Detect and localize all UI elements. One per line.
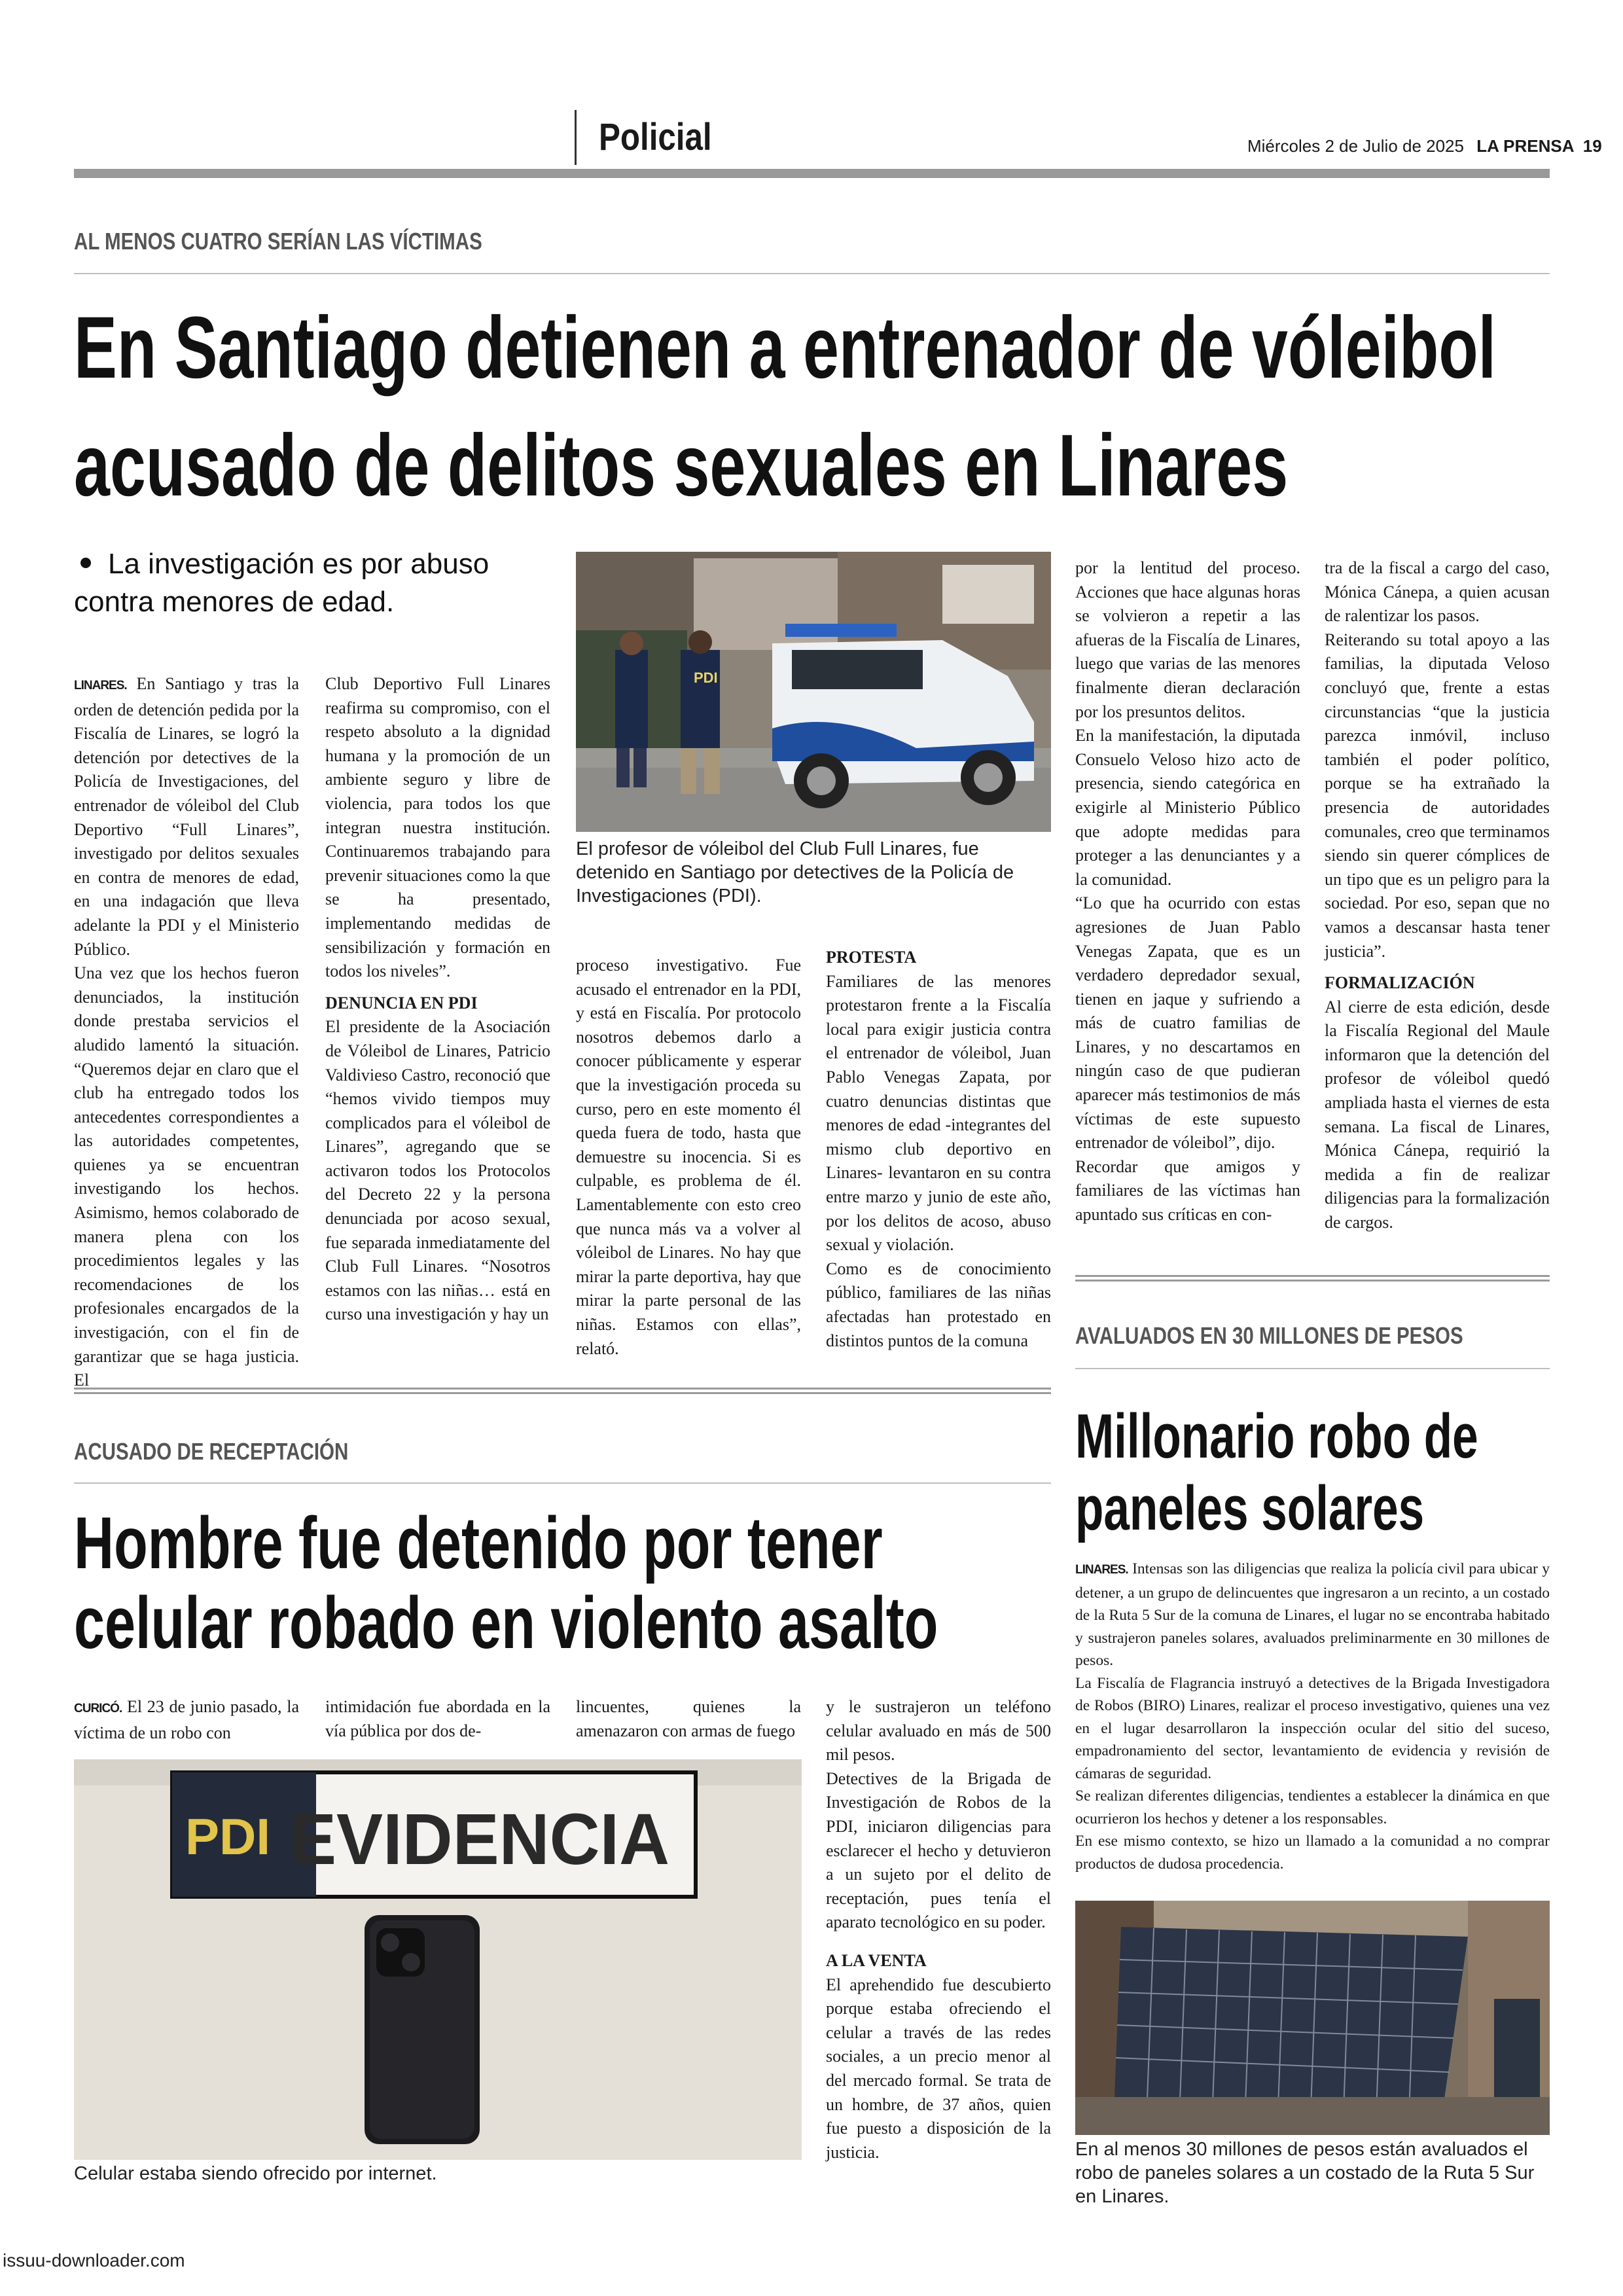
article3-title-line2: paneles solares — [1075, 1473, 1425, 1543]
bullet-line2: contra menores de edad. — [74, 586, 395, 618]
article1-col2-heading: DENUNCIA EN PDI — [325, 993, 478, 1013]
article1-column-6 — [1325, 556, 1550, 1235]
article1-col4b-text: Como es de conocimiento público, familiares de las niñas afectadas han protestado en distintos puntos de la comuna — [826, 1259, 1051, 1350]
article3-p4-text: En ese mismo contexto, se hizo un llamado a la comunidad a no comprar productos de dudosa procedencia. — [1075, 1833, 1550, 1873]
evidence-label-text: EVIDENCIA — [290, 1799, 669, 1880]
article1-col6-heading: FORMALIZACIÓN — [1325, 973, 1475, 993]
evidence-scene-image — [74, 1759, 802, 2160]
article1-col6-text: tra de la fiscal a cargo del caso, Mónica Cánepa, a quien acusan de ralentizar los pasos. — [1325, 558, 1550, 626]
article1-column-2 — [325, 672, 550, 1327]
article2-top-rule — [74, 1388, 1051, 1394]
article1-col5-text: por la lentitud del proceso. Acciones que hace algunas horas se volvieron a repetir a las afueras de la Fiscalía de Linares, luego que varias de las menores finalmente dieran declaración por los presuntos delitos. — [1075, 558, 1300, 721]
article2-col4c-text: El aprehendido fue descubierto porque estaba ofreciendo el celular a través de las redes sociales, a un precio menor al del mercado formal. Se trata de un hombre, de 37 años, quien fue puesto a disposición de la justicia. — [826, 1975, 1051, 2162]
article3-p3-text: Se realizan diferentes diligencias, tendientes a establecer la dinámica en que ocurrieron los hechos y detener a los responsables. — [1075, 1787, 1550, 1827]
article3-photo-caption: En al menos 30 millones de pesos están avaluados el robo de paneles solares a un costado de la Ruta 5 Sur en Linares. — [1075, 2139, 1535, 2207]
article2-col4-heading: A LA VENTA — [826, 1950, 927, 1970]
article2-title-line2: celular robado en violento asalto — [74, 1582, 938, 1664]
header-date — [1247, 136, 1602, 156]
article1-col6c-text: Al cierre de esta edición, desde la Fiscalía Regional del Maule informaron que la detención del profesor de vóleibol quedó ampliada hasta el viernes de esta semana. La fiscal de Linares, Mónica Cánepa, requirió la medida a fin de realizar diligencias para la formalización de cargos. — [1325, 997, 1550, 1232]
article2-col4-text: y le sustrajeron un teléfono celular avaluado en más de 500 mil pesos. — [826, 1697, 1051, 1765]
article3-kicker: AVALUADOS EN 30 MILLONES DE PESOS — [1075, 1322, 1463, 1349]
article1-col4-text: Familiares de las menores protestaron frente a la Fiscalía local para exigir justicia contra el entrenador de vóleibol, Juan Pablo Venegas Zapata, por cuatro denuncias distintas que menores de edad -integrantes del mismo club deportivo en Linares- levantaron en su contra entre marzo y junio de este año, por los delitos de acoso, abuso sexual y violación. — [826, 971, 1051, 1255]
article1-col5c-text: “Lo que ha ocurrido con estas agresiones de Juan Pablo Venegas Zapata, que es un verdadero depredador sexual, tienen en jaque y sufriendo a más de cuatro familias de Linares, y no descartamos en ningún caso de que pudieran aparecer más testimonios de más víctimas de este supuesto entrenador de vóleibol”, dijo. — [1075, 893, 1300, 1153]
article2-title-line1: Hombre fue detenido por tener — [74, 1502, 883, 1584]
article2-col4b-text: Detectives de la Brigada de Investigación de Robos de la PDI, iniciaron diligencias para esclarecer el hecho y detuvieron a un sujeto por el delito de receptación, pues tenía el aparato tecnológico en su poder. — [826, 1768, 1051, 1932]
page-number: 19 — [1582, 136, 1602, 156]
date-text: Miércoles 2 de Julio de 2025 — [1247, 136, 1464, 156]
article2-photo-caption: Celular estaba siendo ofrecido por internet. — [74, 2163, 437, 2184]
article1-column-5 — [1075, 556, 1300, 1227]
article1-dateline: LINARES. — [74, 679, 127, 692]
article2-top-col-1 — [74, 1695, 299, 1745]
article1-column-1 — [74, 672, 299, 1393]
bullet-dot-icon — [80, 558, 91, 568]
solar-panel-image — [1075, 1901, 1550, 2135]
article2-kicker-rule — [74, 1482, 1051, 1484]
article2-top-col-3 — [576, 1695, 801, 1743]
header-divider-vertical — [575, 110, 577, 165]
article3-dateline: LINARES. — [1075, 1563, 1128, 1577]
article1-col2-text: Club Deportivo Full Linares reafirma su compromiso, con el respeto absoluto a la dignidad humana y la promoción de un ambiente seguro y libre de violencia, para todos los que integran nuestra institución. Continuaremos trabajando para prevenir situaciones como la que se ha presentado, implementando medidas de sensibilización y formación en todos los niveles”. — [325, 674, 550, 981]
article1-kicker-rule — [74, 273, 1550, 274]
article2-kicker: ACUSADO DE RECEPTACIÓN — [74, 1438, 349, 1465]
evidence-pdi-label: PDI — [185, 1808, 271, 1865]
article2-photo-evidence-phone — [74, 1759, 802, 2160]
pdi-scene-image — [576, 552, 1051, 832]
article1-col3-text: proceso investigativo. Fue acusado el entrenador en la PDI, y está en Fiscalía. Por protocolo nosotros debemos darlo a conocer públicamente y esperar que la investigación proceda su curso, pero en este momento él queda fuera de todo, hasta que demuestre su inocencia. Si es culpable, es problema de él. Lamentablemente con esto creo que nunca más va a volver al vóleibol de Linares. No hay que mirar la parte deportiva, hay que mirar la parte personal de las niñas. Estamos con ellas”, relató. — [576, 956, 801, 1358]
article2-top-col3-text: lincuentes, quienes la amenazaron con armas de fuego — [576, 1697, 801, 1740]
article1-column-3 — [576, 954, 801, 1361]
article1-col6b-text: Reiterando su total apoyo a las familias, la diputada Veloso concluyó que, frente a estas circunstancias “que la justicia parezca inmóvil, incluso también el poder político, porque se ha extrañado la presencia de autoridades comunales, creo que terminamos siendo sin querer cómplices de un tipo que es un peligro para la sociedad. Por eso, sepan que no vamos a descansar hasta tener justicia”. — [1325, 630, 1550, 961]
article3-body — [1075, 1558, 1550, 1875]
article1-column-4 — [826, 946, 1051, 1353]
article1-col5b-text: En la manifestación, la diputada Consuelo Veloso hizo acto de presencia, siendo categórica en exigirle al Ministerio Público que adopte medidas para proteger a las denunciantes y a la comunidad. — [1075, 726, 1300, 889]
article1-kicker: AL MENOS CUATRO SERÍAN LAS VÍCTIMAS — [74, 228, 482, 255]
article2-top-col-2 — [325, 1695, 550, 1743]
vest-pdi-text: PDI — [694, 670, 718, 686]
article2-top-col1-text: El 23 de junio pasado, la víctima de un robo con — [74, 1697, 299, 1742]
article3-title-line1: Millonario robo de — [1075, 1401, 1478, 1471]
paper-name: LA PRENSA — [1476, 136, 1575, 156]
article1-col2b-text: El presidente de la Asociación de Vóleibol de Linares, Patricio Valdivieso Castro, reconoció que “hemos vivido tiempos muy complicados para el vóleibol de Linares”, agregando que se activaron todos los Protocolos del Decreto 22 y la persona denunciada por acoso sexual, fue separada inmediatamente del Club Full Linares. “Nosotros estamos con las niñas… está en curso una investigación y hay un — [325, 1017, 550, 1324]
bullet-line1: La investigación es por abuso — [108, 548, 490, 580]
article3-photo-solar-panels — [1075, 1901, 1550, 2135]
article1-title-line2: acusado de delitos sexuales en Linares — [74, 417, 1289, 514]
article1-photo-caption: El profesor de vóleibol del Club Full Linares, fue detenido en Santiago por detectives de la Policía de Investigaciones (PDI). — [576, 838, 1014, 906]
article3-top-rule — [1075, 1275, 1550, 1282]
article1-photo-pdi-arrest — [576, 552, 1051, 832]
article3-kicker-rule — [1075, 1368, 1550, 1369]
article1-col1b-text: Una vez que los hechos fueron denunciados, la institución donde prestaba servicios el aludido lamentó la situación. “Queremos dejar en claro que el club ha entregado todos los antecedentes correspondientes a las autoridades competentes, quienes ya se encuentran investigando los hechos. Asimismo, hemos colaborado de manera plena con los procedimientos legales y las recomendaciones de los profesionales encargados de la investigación, con el fin de garantizar que se haga justicia. El — [74, 963, 299, 1390]
article2-column-4 — [826, 1695, 1051, 2164]
article3-p1-text: Intensas son las diligencias que realiza la policía civil para ubicar y detener, a un grupo de delincuentes que ingresaron a un recinto, a un costado de la Ruta 5 Sur de la comuna de Linares, el lugar no se encontraba habitado y sustrajeron paneles solares, avaluados preliminarmente en 30 millones de pesos. — [1075, 1560, 1550, 1669]
article1-col4-heading: PROTESTA — [826, 948, 917, 967]
article1-col5d-text: Recordar que amigos y familiares de las víctimas han apuntado sus críticas en con- — [1075, 1157, 1300, 1225]
header-rule — [74, 169, 1550, 178]
article3-p2-text: La Fiscalía de Flagrancia instruyó a detectives de la Brigada Investigadora de Robos (BIRO) Linares, realizar el proceso investigativo, quienes una vez en el lugar desarrollaron la inspección ocular del sitio del suceso, empadronamiento del sector, levantamiento de evidencia y revisión de cámaras de seguridad. — [1075, 1674, 1550, 1782]
article1-bullet — [74, 545, 489, 621]
article1-col1-text: En Santiago y tras la orden de detención pedida por la Fiscalía de Linares, se logró la detención por detectives de la Policía de Investigaciones, del entrenador de vóleibol del Club Deportivo “Full Linares”, investigado por delitos sexuales en contra de menores de edad, en una indagación que lleva adelante la PDI y el Ministerio Público. — [74, 674, 299, 959]
footer-watermark[interactable]: issuu-downloader.com — [3, 2250, 185, 2270]
article1-title-line1: En Santiago detienen a entrenador de vóleibol — [74, 299, 1497, 397]
article2-top-col2-text: intimidación fue abordada en la vía pública por dos de- — [325, 1697, 550, 1740]
article2-dateline: CURICÓ. — [74, 1702, 122, 1715]
section-name: Policial — [599, 116, 712, 158]
